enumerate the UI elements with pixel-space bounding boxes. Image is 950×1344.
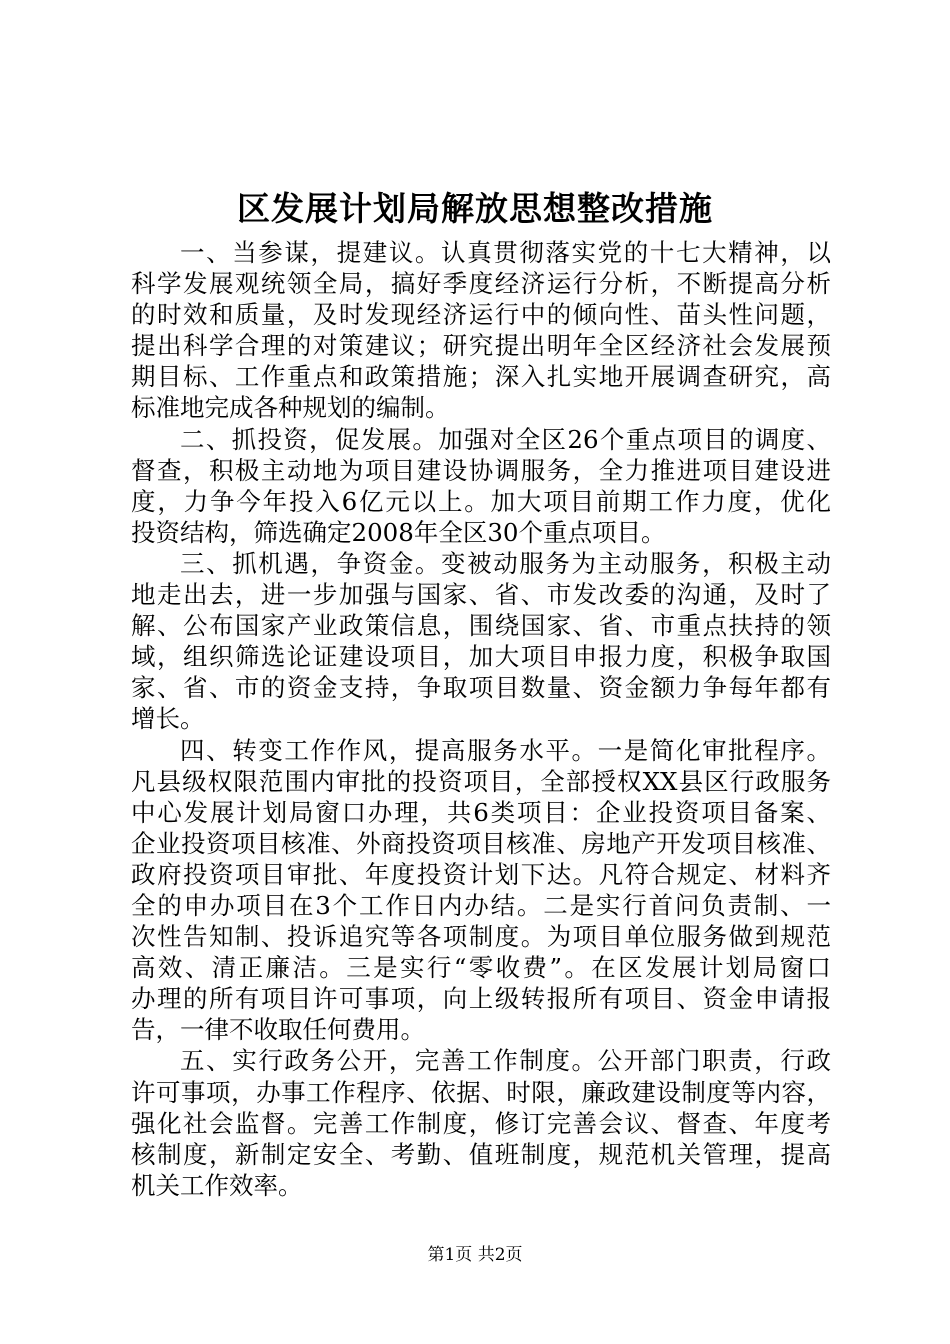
paragraph-line: 办理的所有项目许可事项，向上级转报所有项目、资金申请报 [131, 984, 831, 1014]
page-footer: 第1页 共2页 [427, 1245, 523, 1265]
paragraph-line: 凡县级权限范围内审批的投资项目，全部授权XX县区行政服务 [131, 766, 831, 796]
paragraph-line: 企业投资项目核准、外商投资项目核准、房地产开发项目核准、 [131, 828, 831, 858]
paragraph-line: 机关工作效率。 [131, 1170, 303, 1200]
paragraph-line: 高效、清正廉洁。三是实行“零收费”。在区发展计划局窗口 [131, 953, 831, 983]
paragraph [131, 735, 831, 1046]
paragraph-line: 四、转变工作作风，提高服务水平。一是简化审批程序。 [180, 735, 831, 765]
paragraph-line: 域，组织筛选论证建设项目，加大项目申报力度，积极争取国 [131, 642, 831, 672]
paragraph-line: 核制度，新制定安全、考勤、值班制度，规范机关管理，提高 [131, 1139, 831, 1169]
paragraph-line: 督查，积极主动地为项目建设协调服务，全力推进项目建设进 [131, 455, 831, 485]
document-body [131, 237, 831, 1201]
paragraph-line: 标准地完成各种规划的编制。 [131, 393, 450, 423]
paragraph [131, 1045, 831, 1200]
document-title: 区发展计划局解放思想整改措施 [237, 189, 713, 228]
paragraph-line: 投资结构，筛选确定2008年全区30个重点项目。 [131, 517, 666, 547]
paragraph-line: 家、省、市的资金支持，争取项目数量、资金额力争每年都有 [131, 673, 831, 703]
paragraph-line: 五、实行政务公开，完善工作制度。公开部门职责，行政 [180, 1046, 831, 1076]
paragraph-line: 地走出去，进一步加强与国家、省、市发改委的沟通，及时了 [131, 580, 831, 610]
paragraph-line: 二、抓投资，促发展。加强对全区26个重点项目的调度、 [180, 424, 831, 454]
paragraph [131, 548, 831, 735]
paragraph-line: 全的申办项目在3个工作日内办结。二是实行首问负责制、一 [131, 890, 831, 920]
paragraph-line: 一、当参谋，提建议。认真贯彻落实党的十七大精神，以 [180, 238, 831, 267]
paragraph-line: 期目标、工作重点和政策措施；深入扎实地开展调查研究，高 [131, 362, 831, 392]
paragraph-line: 增长。 [131, 704, 205, 734]
paragraph-line: 强化社会监督。完善工作制度，修订完善会议、督查、年度考 [131, 1108, 831, 1138]
paragraph [131, 424, 831, 548]
paragraph-line: 的时效和质量，及时发现经济运行中的倾向性、苗头性问题， [131, 300, 831, 330]
paragraph-line: 中心发展计划局窗口办理，共6类项目：企业投资项目备案、 [131, 797, 831, 827]
paragraph-line: 许可事项，办事工作程序、依据、时限，廉政建设制度等内容， [131, 1077, 831, 1107]
paragraph-line: 度，力争今年投入6亿元以上。加大项目前期工作力度，优化 [131, 486, 831, 516]
paragraph-line: 提出科学合理的对策建议；研究提出明年全区经济社会发展预 [131, 331, 831, 361]
paragraph-line: 解、公布国家产业政策信息，围绕国家、省、市重点扶持的领 [131, 611, 831, 641]
paragraph-line: 科学发展观统领全局，搞好季度经济运行分析，不断提高分析 [131, 269, 831, 299]
paragraph [131, 237, 831, 424]
paragraph-line: 告，一律不收取任何费用。 [131, 1015, 425, 1045]
paragraph-line: 次性告知制、投诉追究等各项制度。为项目单位服务做到规范 [131, 922, 831, 952]
paragraph-line: 三、抓机遇，争资金。变被动服务为主动服务，积极主动 [180, 548, 831, 578]
paragraph-line: 政府投资项目审批、年度投资计划下达。凡符合规定、材料齐 [131, 859, 831, 889]
